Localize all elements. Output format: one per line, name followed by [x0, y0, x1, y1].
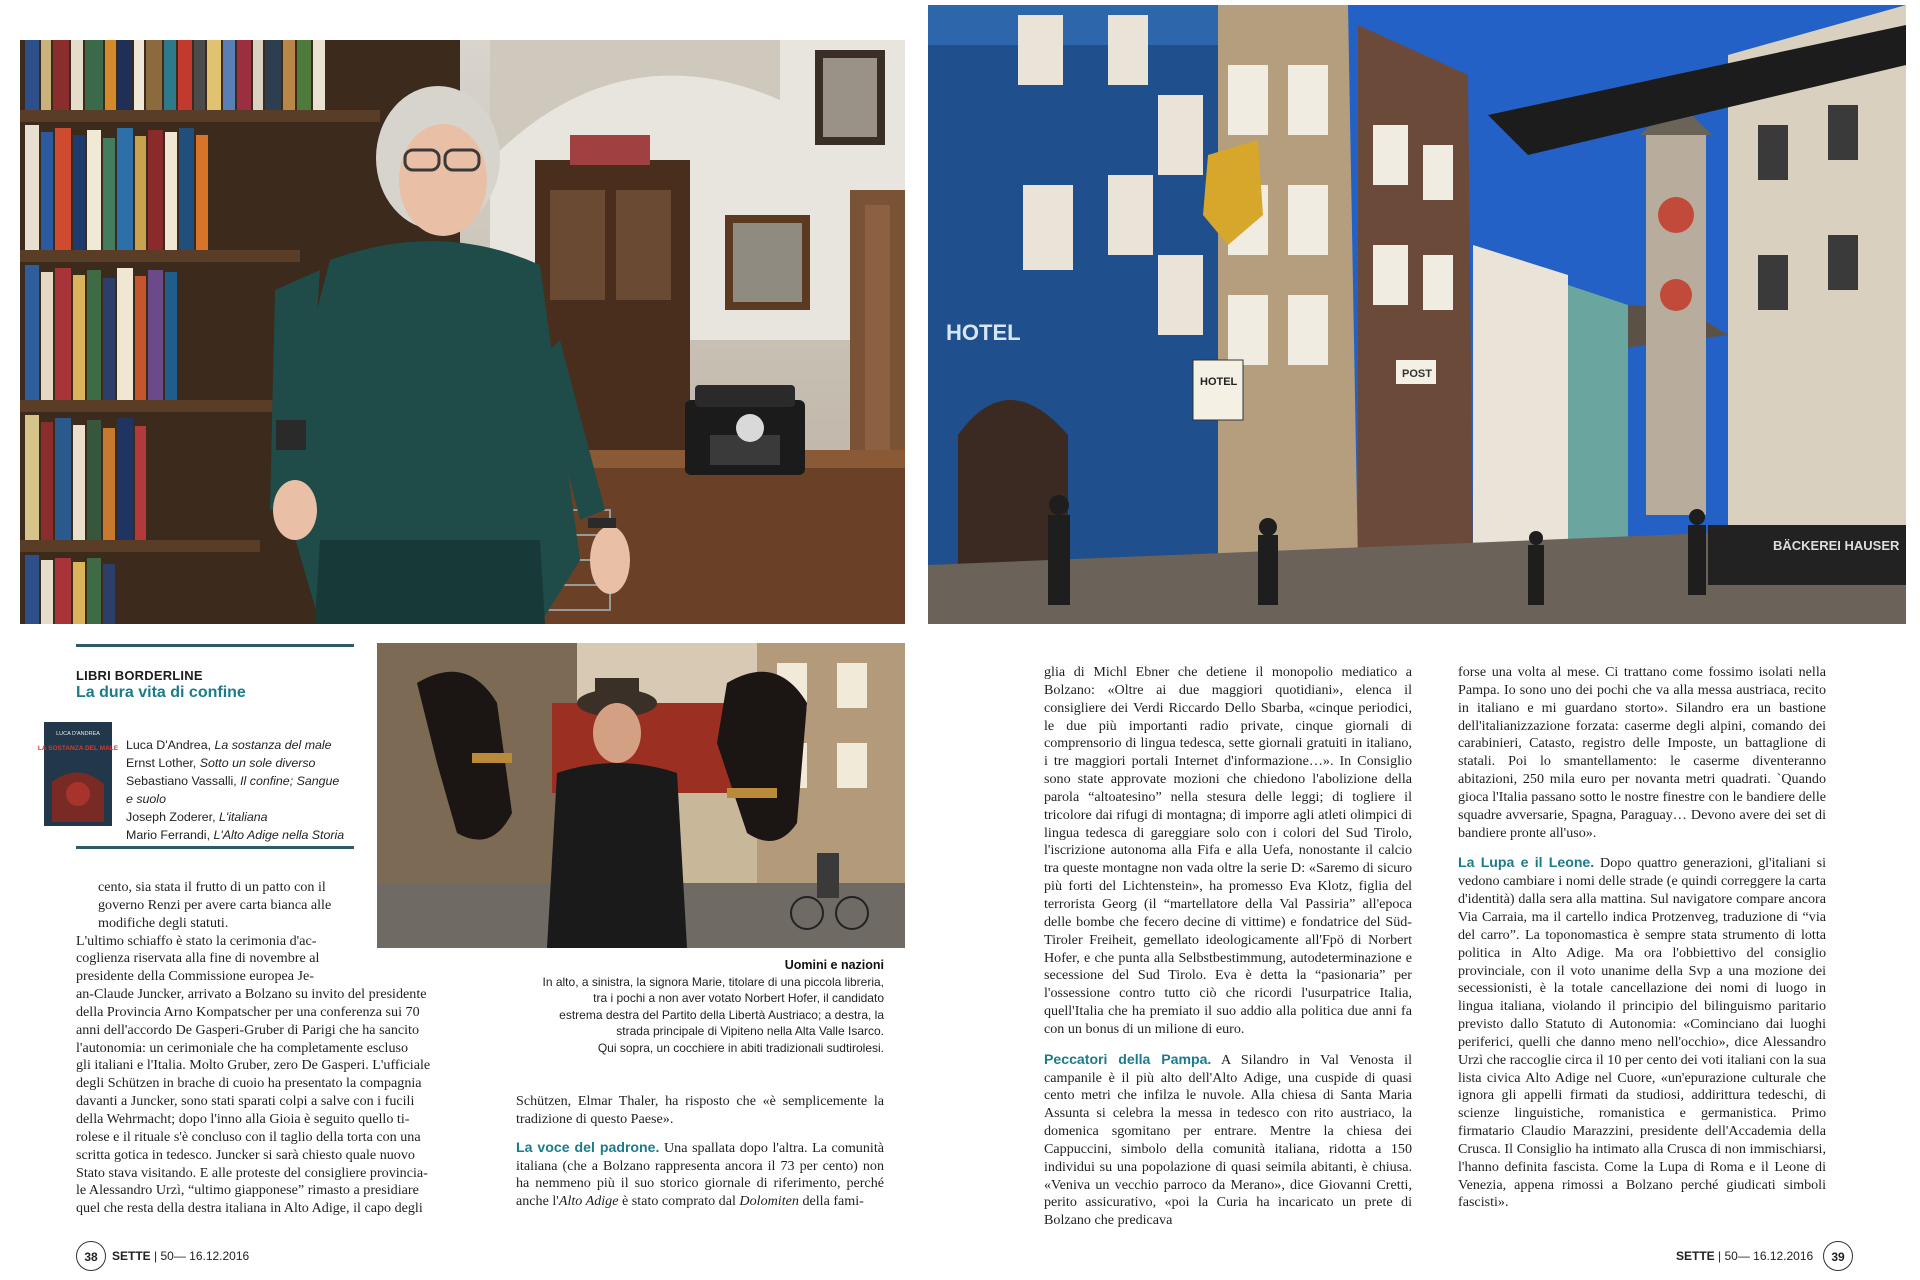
col1-line: an-Claude Juncker, arrivato a Bolzano su invito del presidente [76, 986, 427, 1003]
post-sign-text: POST [1402, 368, 1432, 380]
book-item: Mario Ferrandi, L'Alto Adige nella Storia [126, 828, 345, 842]
col2-subhead: La voce del padrone. [516, 1138, 660, 1155]
page-number-right: 39 [1823, 1241, 1853, 1271]
page-number-left: 38 [76, 1241, 106, 1271]
caption-line: In alto, a sinistra, la signora Marie, titolare di una piccola libreria, [542, 975, 884, 989]
hotel-wall-text: HOTEL [946, 320, 1021, 345]
col2-paragraph-1: Schützen, Elmar Thaler, ha risposto che «è semplicemente la tradizione di questo Paese». [516, 1093, 884, 1127]
book-cover-image [37, 722, 119, 826]
col1-line: quel che resta della destra italiana in Alto Adige, il capo degli [76, 1200, 423, 1217]
caption-line: strada principale di Vipiteno nella Alta Valle Isarco. [616, 1024, 884, 1039]
hotel-sign-text: HOTEL [1200, 376, 1238, 388]
sidebar-title: La dura vita di confine [76, 684, 246, 701]
book-item: Sebastiano Vassalli, Il confine; Sangue e suolo [126, 774, 340, 806]
street-illustration [928, 5, 1906, 624]
col3-subhead: Peccatori della Pampa. [1044, 1050, 1212, 1067]
street-photo [928, 5, 1906, 624]
photo-caption [520, 958, 884, 1056]
article-column-1 [76, 879, 431, 1218]
bookshop-photo [20, 40, 905, 624]
col1-line: gli italiani e l'Italia. Molto Gruber, zero De Gasperi. L'ufficiale [76, 1057, 431, 1074]
books-shelf-3 [25, 265, 177, 400]
col1-line: rolese e il rituale s'è concluso con il taglio della torta con una [76, 1128, 421, 1145]
book-item: Ernst Lother, Sotto un sole diverso [126, 756, 316, 770]
caption-title: Uomini e nazioni [784, 958, 884, 972]
col2-paragraph-2: La voce del padrone. Una spallata dopo l'altra. La comunità italiana (che a Bolzano rappresenta ancora il 73 per cento) non ha nemmeno più il suo storico giornale di riferimento, perché anche l'Alto Adige è stato comprato dal Dolomiten della fami- [516, 1138, 884, 1210]
book-item: Luca D'Andrea, La sostanza del male [126, 738, 332, 752]
caption-line: tra i pochi a non aver votato Norbert Hofer, il candidato [593, 991, 884, 1006]
col1-line: L'ultimo schiaffo è stato la cerimonia d'ac- [76, 932, 317, 949]
col4-subhead: La Lupa e il Leone. [1458, 854, 1595, 871]
caption-line: estrema destra del Partito della Libertà Austriaco; a destra, la [559, 1007, 884, 1022]
col1-line: le Alessandro Urzì, “ultimo giapponese” rimasto a presidiare [76, 1182, 419, 1199]
col1-line: della Provincia Arno Kompatscher per una conferenza sui 70 [76, 1003, 420, 1020]
col3-paragraph-2: Peccatori della Pampa. A Silandro in Val Venosta il campanile è il più alto dell'Alto Adige, una cuspide di quasi cento metri che infilza le nuvole. Alla chiesa di Santa Maria Assunta si celebra la messa in tedesco con rito austriaco, la domenica sgomitano per entrare. Mentre la chiesa dei Cappuccini, simbolo della comunità italiana, ridotta a 150 individui su una popolazione di quasi seimila abitanti, è chiusa. «Veniva un vecchio parroco da Merano», dice Giovanni Cretti, perito assicurativo, «poi la Curia ha incaricato un prete di Bolzano che predicava [1044, 1050, 1412, 1229]
col4-paragraph-2: La Lupa e il Leone. Dopo quattro generazioni, gl'italiani si vedono cambiare i nomi delle strade (e quindi correggere la carta d'identità) dalla sera alla mattina. Sul navigatore compare ancora Via Carraia, ma il cartello indica Protzenveg, traduzione di “via del carro”. La toponomastica è sempre stata strumento di lotta politica in Alto Adige. Ma ora l'obbiettivo del consiglio provinciale, con il voto unanime della Svp a una mozione dei secessionisti, è la totale cancellazione dei nomi di luogo in lingua italiana, violando il principio del bilinguismo paritario previsto dallo Statuto di Autonomia: «Cominciano dai luoghi periferici, quelli che danno meno nell'occhio», dice Alessandro Urzì che raccoglie circa il 10 per cento dei voti italiani con la sua lista civica Alto Adige nel Cuore, «un'epurazione culturale che ignora gli appelli firmati da studiosi, addirittura tedeschi, di scienze linguistiche, romanistica e germanistica. Primo firmatario Claudio Marazzini, presidente dell'Accademia della Crusca. Il Consiglio ha intimato alla Crusca di non immischiarsi, l'hanno definita fascista. Come la Lupa di Roma e il Leone di Venezia, appena rimossi a Bolzano perché giudicati simboli fascisti». [1458, 854, 1826, 1211]
article-column-2 [516, 1093, 884, 1211]
bookshop-illustration [20, 40, 905, 624]
book-cover-author: LUCA D'ANDREA [56, 731, 100, 737]
sidebar-top-rule [76, 644, 354, 647]
sidebar-kicker: LIBRI BORDERLINE [76, 668, 203, 683]
col3-paragraph-1: glia di Michl Ebner che detiene il monopolio mediatico a Bolzano: «Oltre ai due maggiori quotidiani», elenca il consigliere dei Verdi Riccardo Dello Sbarba, «cinque periodici, le due più importanti radio private, cinque giornali di comprensorio di lingua tedesca, sette giornali gratuiti in italiano, i tre maggiori portali Internet d'informazione…». In Consiglio sono state approvate mozioni che chiedono l'abolizione della parola “altoatesino” nella stesura delle leggi; di togliere il tricolore dai rifugi di montagna; di imporre agli atleti olimpici di lingua tedesca di gareggiare solo con i colori del Sud Tirolo, l'iscrizione autonoma alla Fifa e alla Uefa, nonostante il calcio tra queste montagne non vada oltre la serie D: «Saremo di sicuro più forti del Lichtenstein», ha promesso Eva Klotz, figlia del terrorista Georg (il “martellatore della Val Passiria” all'epoca delle bombe che fecero decine di vittime) e fondatrice del Süd-Tiroler Freiheit, gemellato ideologicamente all'Fpö di Norbert Hofer, e che punta alla Selbstbestimmung, autodeterminazione e secessione del Sud Tirolo. Eva è detta la “pasionaria” per l'ossessione contro tutto ciò che ricordi l'usurpatrice Italia, quell'Italia che ha premiato il suo addio alla politica due anni fa con un bonus di un milione di euro. [1044, 664, 1412, 1037]
col1-line: coglienza riservata alla fine di novembre al [76, 950, 320, 967]
col1-line: presidente della Commissione europea Je- [76, 968, 314, 985]
col4-paragraph-1: forse una volta al mese. Ci trattano come fossimo isolati nella Pampa. Io sono uno dei pochi che va alla messa austriaca, recito in italiano e mi guardano storto». Silandro era un bastione dell'italianizzazione forzata: caserme degli alpini, comando dei carabinieri, Catasto, registro delle Imposte, un battaglione di statali. Poi lo smantellamento: le caserme diventeranno abitazioni, 250 mila euro per novanta metri quadrati. `Quando gioca l'Italia passano sotto le nostre finestre con le bandiere delle squadre avversarie, Spagna, Paraguay… Devono avere dei set di bandiere pronte all'uso». [1458, 664, 1826, 841]
sidebar-bottom-rule [76, 846, 354, 849]
article-column-3 [1044, 664, 1412, 1230]
article-column-4 [1458, 664, 1826, 1212]
footer-left-masthead: SETTE | 50— 16.12.2016 [112, 1249, 250, 1263]
col1-line: davanti a Juncker, sono stati sparati colpi a salve con i fucili [76, 1093, 415, 1110]
bakery-sign-text: BÄCKEREI HAUSER [1773, 538, 1900, 553]
col1-line: anni dell'accordo De Gasperi-Gruber di Parigi che ha sancito [76, 1021, 420, 1038]
col1-line: Stato stava visitando. E alle proteste del consigliere provincia- [76, 1164, 428, 1181]
col1-line: della Wehrmacht; dopo l'inno alla Gioia è seguito quello ti- [76, 1110, 410, 1127]
footer-right-masthead: SETTE | 50— 16.12.2016 [1676, 1249, 1814, 1263]
caption-line: Qui sopra, un cocchiere in abiti tradizionali sudtirolesi. [597, 1040, 884, 1055]
coachman-illustration [377, 643, 905, 948]
col1-line: governo Renzi per avere carta bianca alle [98, 896, 332, 913]
coachman-photo [377, 643, 905, 948]
book-item: Joseph Zoderer, L'italiana [126, 810, 268, 824]
col1-line: modifiche degli statuti. [98, 914, 229, 931]
book-cover-title: LA SOSTANZA DEL MALE [37, 745, 119, 752]
col1-line: cento, sia stata il frutto di un patto con il [98, 879, 326, 895]
col1-line: scritta gotica in tedesco. Juncker si sarà chiesto quale nuovo [76, 1146, 415, 1163]
col1-line: l'autonomia: un cerimoniale che ha completamente escluso [76, 1039, 409, 1056]
col1-line: degli Schützen in brache di cuoio ha presentato la compagnia [76, 1075, 422, 1092]
book-list [126, 736, 346, 844]
